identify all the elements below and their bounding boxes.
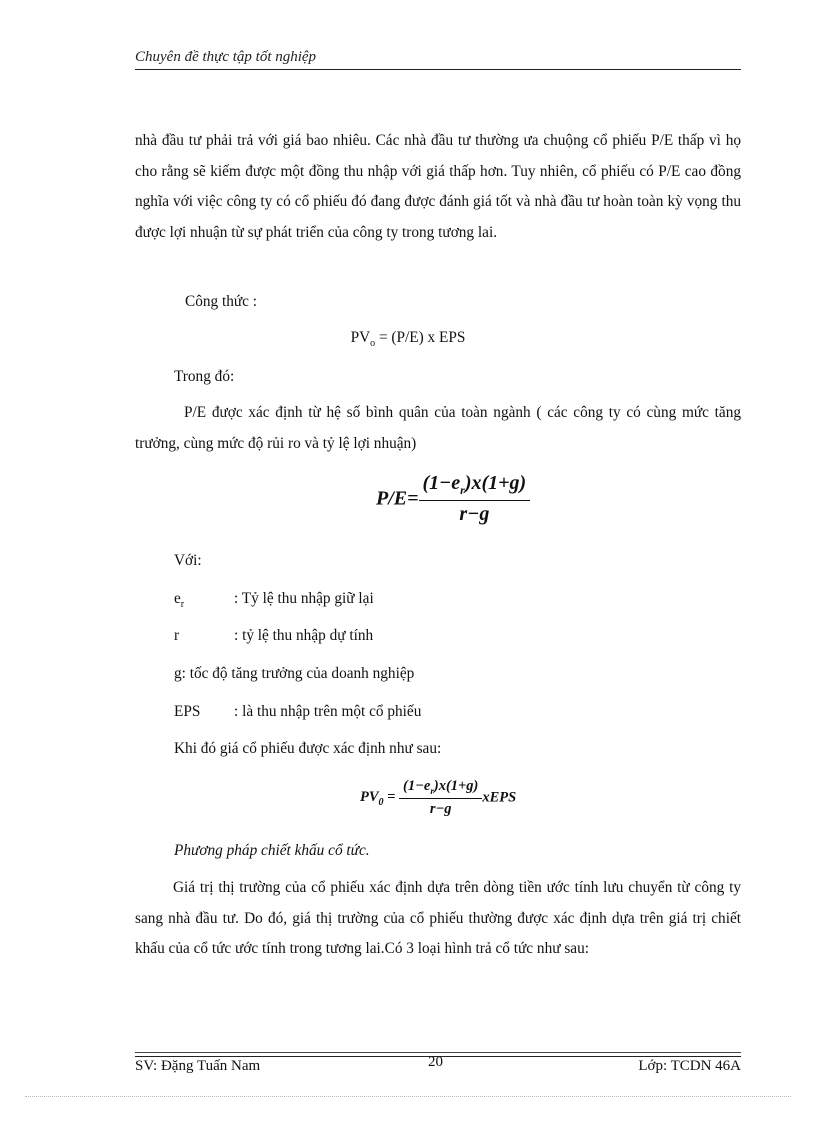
page-number: 20	[428, 1054, 443, 1070]
where-label: Trong đó:	[174, 368, 235, 385]
formula-pv-pe: $PV_o = (P/E)$ x EPS	[350, 329, 466, 350]
definition-eps-term: EPS	[174, 703, 201, 720]
footer-divider-thin	[135, 1052, 741, 1053]
definition-er-desc: : Tỷ lệ thu nhập giữ lại	[234, 590, 374, 607]
paragraph-pe-definition: P/E được xác định từ hệ số bình quân của toàn ngành ( các công ty có cùng mức tăng trưởng, cùng mức độ rủi ro và tỷ lệ lợi nhuận)	[135, 404, 741, 452]
header-divider	[135, 69, 741, 70]
definition-r-desc: : tỷ lệ thu nhập dự tính	[234, 627, 374, 644]
definition-g: g: tốc độ tăng trưởng của doanh nghiệp	[174, 665, 415, 682]
paragraph-dividend-discount: Giá trị thị trường của cổ phiếu xác định dựa trên dòng tiền ước tính lưu chuyển từ công ty sang nhà đầu tư. Do đó, giá thị trường của cổ phiếu thường được xác định dựa trên giá trị chiết khấu của cổ tức ước tính trong tương lai.Có 3 loại hình trả cổ tức như sau:	[135, 879, 741, 957]
definition-er-term: $e_r$	[174, 590, 185, 611]
formula-pv0: $PV_0$ = $\frac{(1-e_r)x(1+g)}{r-g}$ xEPS	[360, 778, 517, 817]
footer-student: SV: Đặng Tuấn Nam	[135, 1058, 261, 1074]
formula-label: Công thức :	[185, 293, 258, 310]
definition-eps-desc: : là thu nhập trên một cổ phiếu	[234, 703, 422, 720]
page-edge-dotted-line	[25, 1096, 791, 1097]
header-title: Chuyên đề thực tập tốt nghiệp	[135, 49, 317, 65]
section-title: Phương pháp chiết khấu cổ tức.	[174, 842, 370, 859]
paragraph-pe-intro: nhà đầu tư phải trả với giá bao nhiêu. Các nhà đầu tư thường ưa chuộng cổ phiếu P/E thấp vì họ cho rằng sẽ kiếm được một đồng thu nhập với giá thấp hơn. Tuy nhiên, cổ phiếu có P/E cao đồng nghĩa với việc công ty có cổ phiếu đó đang được đánh giá tốt và nhà đầu tư hoàn toàn kỳ vọng thu được lợi nhuận từ sự phát triển của công ty trong tương lai.	[135, 132, 741, 241]
price-intro: Khi đó giá cổ phiếu được xác định như sau:	[174, 740, 442, 757]
definition-r-term: r	[174, 627, 180, 644]
formula-pe-ratio: P/E= $\frac{(1-e_r)x(1+g)}{r-g}$	[376, 472, 530, 526]
footer-class: Lớp: TCDN 46A	[638, 1058, 741, 1074]
with-label: Với:	[174, 552, 202, 569]
